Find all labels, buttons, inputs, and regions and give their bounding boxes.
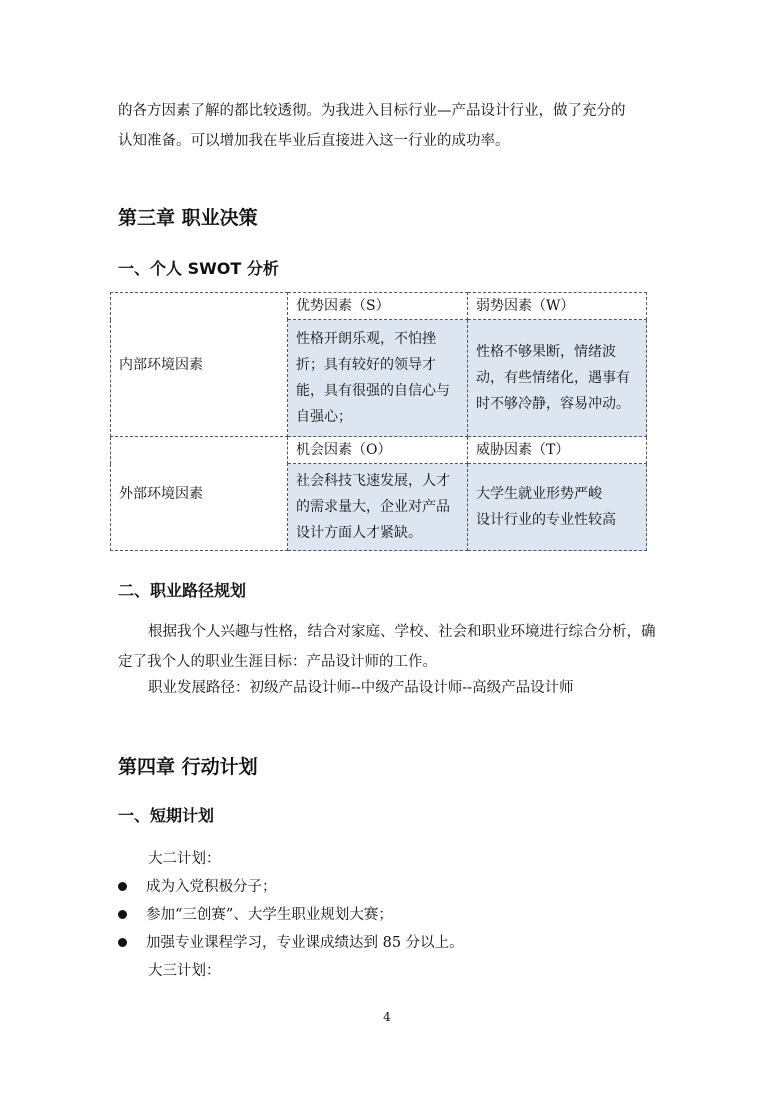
opportunities-content: 社会科技飞速发展，人才的需求量大，企业对产品设计方面人才紧缺。 <box>288 464 468 551</box>
chapter-4-title: 第四章 行动计划 <box>118 756 258 778</box>
page-number: 4 <box>383 1010 391 1024</box>
weaknesses-header: 弱势因素（W） <box>468 293 647 320</box>
threats-line-1: 大学生就业形势严峻 <box>476 486 602 502</box>
threats-header: 威胁因素（T） <box>468 437 647 464</box>
opportunities-header: 机会因素（O） <box>288 437 468 464</box>
career-path-line: 职业发展路径：初级产品设计师--中级产品设计师--高级产品设计师 <box>148 680 574 696</box>
swot-table <box>110 292 647 551</box>
short-term-plan-title: 一、短期计划 <box>118 806 215 825</box>
intro-line-2: 认知准备。可以增加我在毕业后直接进入这一行业的成功率。 <box>118 133 510 149</box>
weaknesses-content: 性格不够果断，情绪波动，有些情绪化，遇事有时不够冷静，容易冲动。 <box>468 320 647 437</box>
year3-plan-label: 大三计划： <box>148 963 221 979</box>
career-path-section-title: 二、职业路径规划 <box>118 581 247 600</box>
threats-content <box>468 464 647 551</box>
external-factors-label: 外部环境因素 <box>111 437 288 551</box>
intro-line-1: 的各方因素了解的都比较透彻。为我进入目标行业—产品设计行业，做了充分的 <box>118 103 626 119</box>
bullet-icon <box>118 882 127 891</box>
year2-plan-label: 大二计划： <box>148 851 221 867</box>
internal-factors-label: 内部环境因素 <box>111 293 288 437</box>
strengths-header: 优势因素（S） <box>288 293 468 320</box>
chapter-3-title: 第三章 职业决策 <box>118 207 258 229</box>
strengths-content: 性格开朗乐观，不怕挫折；具有较好的领导才能，具有很强的自信心与自强心； <box>288 320 468 437</box>
bullet-icon <box>118 910 127 919</box>
career-path-paragraph: 根据我个人兴趣与性格，结合对家庭、学校、社会和职业环境进行综合分析，确定了我个人的职业生涯目标：产品设计师的工作。 <box>118 624 656 670</box>
threats-line-2: 设计行业的专业性较高 <box>476 512 616 528</box>
swot-section-title: 一、个人 SWOT 分析 <box>118 259 279 278</box>
bullet-icon <box>118 938 127 947</box>
